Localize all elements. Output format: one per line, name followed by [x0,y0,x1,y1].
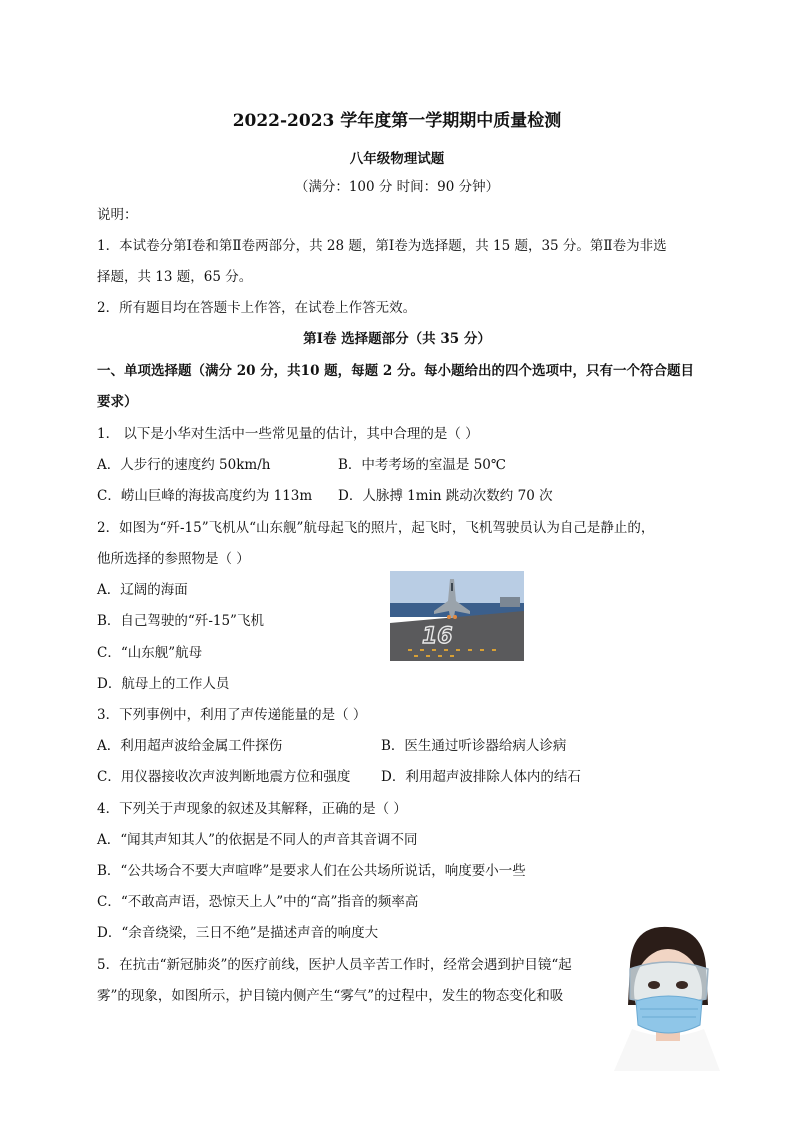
goggles-mask-photo [610,925,722,1071]
q1-option-b: B．中考考场的室温是 50℃ [338,457,506,473]
q3-option-b: B．医生通过听诊器给病人诊病 [381,738,567,754]
q1-option-a: A．人步行的速度约 50km/h [97,457,271,473]
instruction-2: 2．所有题目均在答题卡上作答，在试卷上作答无效。 [97,300,417,316]
medical-worker-illustration [610,925,722,1071]
q4-option-b: B．“公共场合不要大声喧哗”是要求人们在公共场所说话，响度要小一些 [97,863,526,879]
q2-stem-line-1: 2．如图为“歼-15”飞机从“山东舰”航母起飞的照片，起飞时，飞机驾驶员认为自己是静止的， [97,520,655,536]
q1-option-c: C．崂山巨峰的海拔高度约为 113m [97,488,313,504]
flight-deck [390,611,524,661]
left-eye [648,981,660,989]
q3-stem: 3．下列事例中，利用了声传递能量的是（ ） [97,707,367,723]
instruction-1-line-1: 1．本试卷分第Ⅰ卷和第Ⅱ卷两部分，共 28 题，第Ⅰ卷为选择题，共 15 题，35 分。第Ⅱ卷为非选 [97,238,667,254]
carrier-jet-photo [390,571,524,661]
right-eye [676,981,688,989]
q2-stem-line-2: 他所选择的参照物是（ ） [97,551,250,567]
q2-option-d: D．航母上的工作人员 [97,676,230,692]
q2-option-b: B．自己驾驶的“歼-15”飞机 [97,613,264,629]
q3-option-a: A．利用超声波给金属工件探伤 [97,738,283,754]
q4-option-d: D．“余音绕梁，三日不绝”是描述声音的响度大 [97,925,379,941]
q4-option-c: C．“不敢高声语，恐惊天上人”中的“高”指音的频率高 [97,894,419,910]
q1-stem: 1． 以下是小华对生活中一些常见量的估计，其中合理的是（ ） [97,426,479,442]
exam-title: 2022-2023 学年度第一学期期中质量检测 [232,111,562,131]
deck-number: 16 [422,624,453,649]
q5-stem-line-1: 5．在抗击“新冠肺炎”的医疗前线，医护人员辛苦工作时，经常会遇到护目镜“起 [97,957,572,973]
q1-option-d: D．人脉搏 1min 跳动次数约 70 次 [338,488,553,504]
q2-option-a: A．辽阔的海面 [97,582,188,598]
section-heading-line-2: 要求） [97,394,138,410]
part-1-heading: 第Ⅰ卷 选择题部分（共 35 分） [303,331,491,347]
instructions-heading: 说明： [97,207,138,223]
q2-option-c: C．“山东舰”航母 [97,645,203,661]
carrier-jet-illustration [390,571,524,661]
q3-option-d: D．利用超声波排除人体内的结石 [381,769,581,785]
section-heading-line-1: 一、单项选择题（满分 20 分，共10 题，每题 2 分。每小题给出的四个选项中，只有一个符合题目 [97,363,694,379]
ship-island [500,597,520,607]
q5-stem-line-2: 雾”的现象，如图所示，护目镜内侧产生“雾气”的过程中，发生的物态变化和吸 [97,988,564,1004]
exam-meta: （满分：100 分 时间：90 分钟） [294,179,500,195]
instruction-1-line-2: 择题，共 13 题，65 分。 [97,269,253,285]
face-mask-icon [636,996,702,1033]
q3-option-c: C．用仪器接收次声波判断地震方位和强度 [97,769,351,785]
q4-option-a: A．“闻其声知其人”的依据是不同人的声音其音调不同 [97,832,418,848]
q4-stem: 4．下列关于声现象的叙述及其解释，正确的是（ ） [97,801,407,817]
exam-subtitle: 八年级物理试题 [349,151,445,167]
